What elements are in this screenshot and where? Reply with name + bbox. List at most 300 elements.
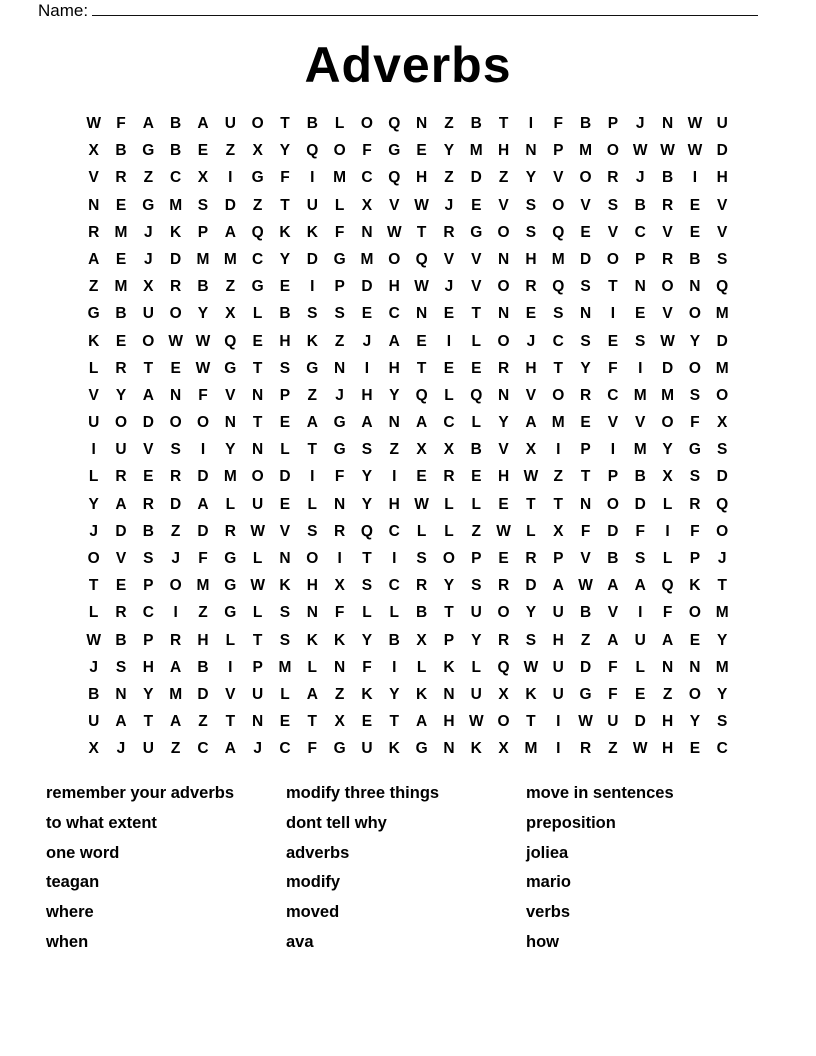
- grid-cell[interactable]: K: [388, 740, 400, 758]
- grid-cell[interactable]: V: [498, 441, 509, 459]
- grid-cell[interactable]: B: [115, 631, 127, 649]
- grid-cell[interactable]: O: [497, 604, 510, 622]
- grid-cell[interactable]: A: [661, 631, 674, 649]
- grid-cell[interactable]: N: [661, 115, 674, 132]
- grid-cell[interactable]: S: [717, 250, 728, 268]
- grid-cell[interactable]: Q: [661, 577, 674, 595]
- grid-cell[interactable]: P: [580, 441, 591, 459]
- grid-cell[interactable]: G: [306, 359, 319, 377]
- grid-cell[interactable]: M: [633, 386, 647, 404]
- grid-cell[interactable]: F: [334, 468, 345, 486]
- grid-cell[interactable]: V: [443, 250, 455, 268]
- grid-cell[interactable]: T: [280, 115, 290, 132]
- grid-cell[interactable]: S: [279, 604, 291, 622]
- grid-cell[interactable]: D: [170, 495, 182, 513]
- grid-cell[interactable]: B: [170, 115, 182, 132]
- grid-cell[interactable]: S: [525, 196, 537, 214]
- grid-cell[interactable]: K: [525, 685, 537, 703]
- grid-cell[interactable]: N: [661, 658, 674, 676]
- grid-cell[interactable]: V: [525, 386, 537, 404]
- grid-cell[interactable]: U: [607, 713, 619, 731]
- grid-cell[interactable]: E: [416, 142, 427, 160]
- grid-cell[interactable]: I: [310, 278, 315, 296]
- grid-cell[interactable]: N: [388, 414, 400, 432]
- grid-cell[interactable]: I: [556, 441, 561, 459]
- grid-cell[interactable]: W: [414, 495, 429, 513]
- grid-cell[interactable]: M: [579, 142, 593, 160]
- grid-cell[interactable]: I: [392, 658, 397, 676]
- grid-cell[interactable]: D: [661, 359, 674, 377]
- grid-cell[interactable]: B: [388, 631, 400, 649]
- grid-cell[interactable]: T: [225, 713, 236, 731]
- grid-cell[interactable]: T: [389, 713, 399, 731]
- grid-cell[interactable]: R: [497, 577, 510, 595]
- grid-cell[interactable]: L: [362, 604, 372, 622]
- grid-cell[interactable]: E: [279, 495, 291, 513]
- grid-cell[interactable]: W: [578, 713, 593, 731]
- grid-cell[interactable]: O: [360, 115, 373, 132]
- grid-cell[interactable]: W: [250, 577, 265, 595]
- grid-cell[interactable]: M: [524, 740, 538, 758]
- grid-cell[interactable]: W: [468, 713, 484, 731]
- grid-cell[interactable]: D: [579, 250, 592, 268]
- grid-cell[interactable]: R: [497, 359, 510, 377]
- grid-cell[interactable]: Y: [225, 441, 236, 459]
- grid-cell[interactable]: B: [634, 196, 646, 214]
- grid-cell[interactable]: V: [662, 223, 673, 241]
- grid-cell[interactable]: R: [115, 468, 127, 486]
- grid-cell[interactable]: Q: [716, 278, 729, 296]
- grid-cell[interactable]: S: [607, 196, 619, 214]
- grid-cell[interactable]: A: [416, 713, 428, 731]
- grid-cell[interactable]: U: [470, 604, 482, 622]
- grid-cell[interactable]: C: [252, 250, 264, 268]
- grid-cell[interactable]: G: [224, 604, 237, 622]
- grid-cell[interactable]: B: [579, 604, 592, 622]
- grid-cell[interactable]: T: [252, 414, 263, 432]
- grid-cell[interactable]: Q: [388, 169, 401, 187]
- grid-cell[interactable]: O: [87, 550, 100, 567]
- grid-cell[interactable]: B: [661, 169, 674, 187]
- grid-cell[interactable]: E: [580, 223, 591, 241]
- grid-cell[interactable]: D: [634, 713, 646, 731]
- grid-cell[interactable]: V: [580, 550, 591, 567]
- grid-cell[interactable]: O: [552, 196, 565, 214]
- grid-cell[interactable]: X: [225, 305, 236, 323]
- grid-cell[interactable]: N: [115, 685, 127, 703]
- grid-cell[interactable]: D: [142, 414, 154, 432]
- grid-cell[interactable]: M: [715, 604, 729, 622]
- grid-cell[interactable]: Z: [198, 713, 208, 731]
- grid-cell[interactable]: C: [443, 414, 455, 432]
- grid-cell[interactable]: A: [88, 250, 100, 268]
- grid-cell[interactable]: V: [88, 386, 99, 404]
- grid-cell[interactable]: L: [307, 658, 318, 676]
- grid-cell[interactable]: R: [416, 577, 428, 595]
- grid-cell[interactable]: O: [251, 468, 264, 486]
- grid-cell[interactable]: M: [223, 250, 237, 268]
- grid-cell[interactable]: Y: [471, 631, 482, 649]
- grid-cell[interactable]: L: [88, 359, 99, 377]
- grid-cell[interactable]: D: [170, 250, 182, 268]
- grid-cell[interactable]: R: [579, 386, 592, 404]
- grid-cell[interactable]: I: [228, 658, 233, 676]
- grid-cell[interactable]: Z: [334, 332, 345, 350]
- grid-cell[interactable]: T: [526, 495, 536, 513]
- grid-cell[interactable]: J: [444, 278, 454, 296]
- grid-cell[interactable]: W: [195, 332, 211, 350]
- grid-cell[interactable]: K: [334, 631, 346, 649]
- grid-cell[interactable]: G: [579, 685, 592, 703]
- grid-cell[interactable]: E: [580, 414, 591, 432]
- grid-cell[interactable]: W: [168, 332, 183, 350]
- grid-cell[interactable]: W: [195, 359, 211, 377]
- grid-cell[interactable]: Z: [471, 522, 481, 540]
- grid-cell[interactable]: O: [688, 604, 701, 622]
- grid-cell[interactable]: X: [416, 631, 427, 649]
- grid-cell[interactable]: M: [223, 468, 237, 486]
- grid-cell[interactable]: N: [579, 495, 592, 513]
- grid-cell[interactable]: J: [635, 115, 645, 132]
- grid-cell[interactable]: F: [690, 522, 700, 540]
- grid-cell[interactable]: K: [416, 685, 428, 703]
- grid-cell[interactable]: R: [115, 604, 127, 622]
- grid-cell[interactable]: O: [333, 142, 346, 160]
- grid-cell[interactable]: V: [115, 550, 127, 567]
- grid-cell[interactable]: T: [307, 713, 318, 731]
- grid-cell[interactable]: J: [526, 332, 536, 350]
- grid-cell[interactable]: M: [360, 250, 374, 268]
- grid-cell[interactable]: B: [115, 142, 127, 160]
- grid-cell[interactable]: L: [280, 441, 290, 459]
- grid-cell[interactable]: O: [688, 359, 701, 377]
- grid-cell[interactable]: Y: [279, 142, 291, 160]
- grid-cell[interactable]: H: [661, 740, 674, 758]
- grid-cell[interactable]: C: [388, 305, 400, 323]
- grid-cell[interactable]: X: [553, 522, 564, 540]
- grid-cell[interactable]: I: [337, 550, 342, 567]
- grid-cell[interactable]: E: [143, 468, 154, 486]
- grid-cell[interactable]: U: [552, 658, 564, 676]
- grid-cell[interactable]: G: [224, 359, 237, 377]
- grid-cell[interactable]: P: [553, 550, 564, 567]
- grid-cell[interactable]: S: [553, 305, 564, 323]
- grid-cell[interactable]: O: [306, 550, 319, 567]
- grid-cell[interactable]: X: [88, 740, 99, 758]
- grid-cell[interactable]: M: [169, 685, 183, 703]
- grid-cell[interactable]: V: [225, 685, 236, 703]
- grid-cell[interactable]: N: [334, 658, 346, 676]
- grid-cell[interactable]: T: [416, 223, 427, 241]
- grid-cell[interactable]: Y: [88, 495, 99, 513]
- grid-cell[interactable]: A: [197, 495, 209, 513]
- grid-cell[interactable]: R: [170, 631, 182, 649]
- grid-cell[interactable]: C: [607, 386, 619, 404]
- grid-cell[interactable]: S: [279, 631, 291, 649]
- grid-cell[interactable]: F: [662, 604, 673, 622]
- grid-cell[interactable]: J: [89, 658, 98, 676]
- grid-cell[interactable]: D: [716, 332, 728, 350]
- grid-cell[interactable]: D: [470, 169, 482, 187]
- grid-cell[interactable]: I: [556, 713, 561, 731]
- grid-cell[interactable]: L: [88, 468, 99, 486]
- grid-cell[interactable]: I: [173, 604, 178, 622]
- grid-cell[interactable]: A: [224, 740, 236, 758]
- grid-cell[interactable]: S: [307, 305, 318, 323]
- grid-cell[interactable]: D: [115, 522, 127, 540]
- grid-cell[interactable]: V: [607, 223, 619, 241]
- grid-cell[interactable]: U: [224, 115, 236, 132]
- grid-cell[interactable]: S: [580, 332, 591, 350]
- grid-cell[interactable]: W: [578, 577, 593, 595]
- grid-cell[interactable]: S: [689, 386, 701, 404]
- grid-cell[interactable]: I: [364, 359, 370, 377]
- grid-cell[interactable]: S: [197, 196, 209, 214]
- word-search-grid[interactable]: [80, 110, 736, 763]
- grid-cell[interactable]: C: [388, 522, 400, 540]
- grid-cell[interactable]: V: [717, 223, 728, 241]
- grid-cell[interactable]: D: [525, 577, 537, 595]
- grid-cell[interactable]: I: [392, 468, 397, 486]
- grid-cell[interactable]: J: [635, 169, 645, 187]
- grid-cell[interactable]: P: [635, 250, 646, 268]
- grid-cell[interactable]: Q: [360, 522, 373, 540]
- grid-cell[interactable]: E: [115, 250, 127, 268]
- grid-cell[interactable]: F: [334, 604, 345, 622]
- grid-cell[interactable]: S: [580, 278, 591, 296]
- grid-cell[interactable]: A: [170, 713, 182, 731]
- grid-cell[interactable]: P: [689, 550, 701, 567]
- grid-cell[interactable]: T: [143, 359, 154, 377]
- grid-cell[interactable]: O: [661, 278, 674, 296]
- grid-cell[interactable]: R: [170, 278, 182, 296]
- grid-cell[interactable]: Q: [224, 332, 237, 350]
- grid-cell[interactable]: E: [471, 359, 482, 377]
- grid-cell[interactable]: G: [224, 550, 237, 567]
- grid-cell[interactable]: X: [498, 685, 509, 703]
- grid-cell[interactable]: T: [362, 550, 372, 567]
- grid-cell[interactable]: T: [143, 713, 154, 731]
- grid-cell[interactable]: F: [362, 658, 372, 676]
- grid-cell[interactable]: O: [142, 332, 155, 350]
- grid-cell[interactable]: Y: [389, 685, 400, 703]
- grid-cell[interactable]: Y: [143, 685, 154, 703]
- grid-cell[interactable]: H: [388, 278, 400, 296]
- grid-cell[interactable]: Y: [717, 631, 728, 649]
- grid-cell[interactable]: X: [717, 414, 728, 432]
- grid-cell[interactable]: L: [416, 522, 427, 540]
- grid-cell[interactable]: Z: [553, 468, 563, 486]
- grid-cell[interactable]: P: [553, 142, 564, 160]
- grid-cell[interactable]: H: [142, 658, 154, 676]
- grid-cell[interactable]: D: [224, 196, 236, 214]
- grid-cell[interactable]: O: [688, 685, 701, 703]
- grid-cell[interactable]: B: [634, 468, 646, 486]
- grid-cell[interactable]: K: [279, 577, 291, 595]
- grid-cell[interactable]: Y: [689, 332, 701, 350]
- grid-cell[interactable]: E: [607, 332, 619, 350]
- grid-cell[interactable]: O: [388, 250, 401, 268]
- grid-cell[interactable]: O: [169, 577, 182, 595]
- grid-cell[interactable]: B: [170, 142, 182, 160]
- grid-cell[interactable]: V: [471, 278, 482, 296]
- grid-cell[interactable]: T: [416, 359, 427, 377]
- grid-cell[interactable]: N: [88, 196, 100, 214]
- grid-cell[interactable]: X: [143, 278, 154, 296]
- grid-cell[interactable]: F: [280, 169, 290, 187]
- grid-cell[interactable]: X: [334, 713, 345, 731]
- grid-cell[interactable]: Z: [580, 631, 591, 649]
- grid-cell[interactable]: U: [88, 414, 100, 432]
- grid-cell[interactable]: I: [610, 441, 616, 459]
- grid-cell[interactable]: U: [716, 115, 728, 132]
- grid-cell[interactable]: N: [579, 305, 592, 323]
- grid-cell[interactable]: E: [115, 577, 127, 595]
- grid-cell[interactable]: R: [525, 278, 537, 296]
- grid-cell[interactable]: P: [334, 278, 345, 296]
- grid-cell[interactable]: R: [689, 495, 701, 513]
- grid-cell[interactable]: Z: [444, 115, 454, 132]
- grid-cell[interactable]: A: [142, 115, 154, 132]
- grid-cell[interactable]: Y: [498, 414, 509, 432]
- grid-cell[interactable]: K: [88, 332, 100, 350]
- grid-cell[interactable]: W: [632, 142, 648, 160]
- grid-cell[interactable]: T: [444, 604, 454, 622]
- grid-cell[interactable]: E: [361, 713, 373, 731]
- grid-cell[interactable]: D: [716, 142, 728, 160]
- grid-cell[interactable]: S: [635, 332, 646, 350]
- grid-cell[interactable]: Q: [552, 278, 565, 296]
- grid-cell[interactable]: L: [88, 604, 99, 622]
- grid-cell[interactable]: D: [197, 522, 209, 540]
- grid-cell[interactable]: H: [716, 169, 728, 187]
- grid-cell[interactable]: L: [389, 604, 399, 622]
- grid-cell[interactable]: H: [279, 332, 291, 350]
- grid-cell[interactable]: H: [197, 631, 209, 649]
- grid-cell[interactable]: I: [446, 332, 452, 350]
- grid-cell[interactable]: V: [88, 169, 99, 187]
- grid-cell[interactable]: X: [525, 441, 537, 459]
- grid-cell[interactable]: E: [170, 359, 181, 377]
- grid-cell[interactable]: U: [552, 685, 564, 703]
- grid-cell[interactable]: A: [224, 223, 236, 241]
- grid-cell[interactable]: F: [635, 522, 645, 540]
- grid-cell[interactable]: R: [115, 169, 127, 187]
- grid-cell[interactable]: F: [608, 658, 618, 676]
- grid-cell[interactable]: Q: [552, 223, 565, 241]
- grid-cell[interactable]: V: [143, 441, 154, 459]
- grid-cell[interactable]: N: [497, 305, 510, 323]
- grid-cell[interactable]: N: [497, 250, 510, 268]
- grid-cell[interactable]: Z: [608, 740, 618, 758]
- grid-cell[interactable]: T: [307, 441, 318, 459]
- grid-cell[interactable]: N: [170, 386, 182, 404]
- grid-cell[interactable]: F: [690, 414, 700, 432]
- grid-cell[interactable]: P: [471, 550, 482, 567]
- grid-cell[interactable]: U: [115, 441, 127, 459]
- grid-cell[interactable]: A: [115, 713, 127, 731]
- grid-cell[interactable]: W: [250, 522, 265, 540]
- grid-cell[interactable]: G: [333, 740, 346, 758]
- grid-cell[interactable]: Y: [279, 250, 291, 268]
- grid-cell[interactable]: Z: [389, 441, 399, 459]
- grid-cell[interactable]: C: [552, 332, 564, 350]
- grid-cell[interactable]: A: [306, 685, 318, 703]
- grid-cell[interactable]: H: [552, 631, 564, 649]
- grid-cell[interactable]: R: [443, 223, 455, 241]
- grid-cell[interactable]: E: [635, 305, 646, 323]
- grid-cell[interactable]: U: [552, 604, 564, 622]
- grid-cell[interactable]: U: [252, 685, 264, 703]
- grid-cell[interactable]: X: [662, 468, 673, 486]
- grid-cell[interactable]: E: [443, 359, 455, 377]
- grid-cell[interactable]: F: [553, 115, 563, 132]
- grid-cell[interactable]: X: [252, 142, 263, 160]
- grid-cell[interactable]: L: [334, 115, 345, 132]
- grid-cell[interactable]: X: [197, 169, 209, 187]
- grid-cell[interactable]: Z: [498, 169, 509, 187]
- grid-cell[interactable]: G: [333, 414, 346, 432]
- grid-cell[interactable]: F: [116, 115, 126, 132]
- grid-cell[interactable]: M: [715, 305, 729, 323]
- grid-cell[interactable]: E: [471, 468, 482, 486]
- grid-cell[interactable]: U: [142, 740, 154, 758]
- grid-cell[interactable]: E: [197, 142, 209, 160]
- grid-cell[interactable]: I: [310, 169, 315, 187]
- grid-cell[interactable]: A: [170, 658, 182, 676]
- grid-cell[interactable]: D: [579, 658, 592, 676]
- grid-cell[interactable]: Y: [689, 713, 701, 731]
- grid-cell[interactable]: Y: [361, 468, 373, 486]
- grid-cell[interactable]: K: [279, 223, 291, 241]
- grid-cell[interactable]: S: [416, 550, 427, 567]
- grid-cell[interactable]: L: [526, 522, 536, 540]
- grid-cell[interactable]: E: [252, 332, 263, 350]
- grid-cell[interactable]: L: [444, 522, 454, 540]
- grid-cell[interactable]: B: [197, 278, 209, 296]
- grid-cell[interactable]: L: [471, 332, 481, 350]
- grid-cell[interactable]: Z: [252, 196, 263, 214]
- grid-cell[interactable]: T: [526, 713, 536, 731]
- grid-cell[interactable]: Q: [470, 386, 483, 404]
- grid-cell[interactable]: O: [497, 223, 510, 241]
- grid-cell[interactable]: O: [688, 305, 701, 323]
- grid-cell[interactable]: S: [471, 577, 482, 595]
- grid-cell[interactable]: N: [689, 278, 701, 296]
- grid-cell[interactable]: S: [525, 631, 537, 649]
- grid-cell[interactable]: J: [144, 250, 153, 268]
- grid-cell[interactable]: Y: [443, 142, 455, 160]
- grid-cell[interactable]: E: [115, 332, 127, 350]
- grid-cell[interactable]: B: [689, 250, 701, 268]
- grid-cell[interactable]: D: [197, 685, 209, 703]
- grid-cell[interactable]: U: [361, 740, 373, 758]
- grid-cell[interactable]: D: [197, 468, 209, 486]
- grid-cell[interactable]: A: [306, 414, 318, 432]
- grid-cell[interactable]: G: [333, 441, 346, 459]
- grid-cell[interactable]: V: [498, 196, 509, 214]
- grid-cell[interactable]: M: [551, 414, 565, 432]
- grid-cell[interactable]: F: [362, 142, 372, 160]
- grid-cell[interactable]: L: [416, 658, 427, 676]
- grid-cell[interactable]: R: [115, 359, 127, 377]
- grid-cell[interactable]: Z: [225, 142, 236, 160]
- grid-cell[interactable]: E: [361, 305, 373, 323]
- grid-cell[interactable]: S: [525, 223, 537, 241]
- grid-cell[interactable]: X: [334, 577, 345, 595]
- grid-cell[interactable]: M: [551, 250, 565, 268]
- grid-cell[interactable]: Q: [716, 495, 729, 513]
